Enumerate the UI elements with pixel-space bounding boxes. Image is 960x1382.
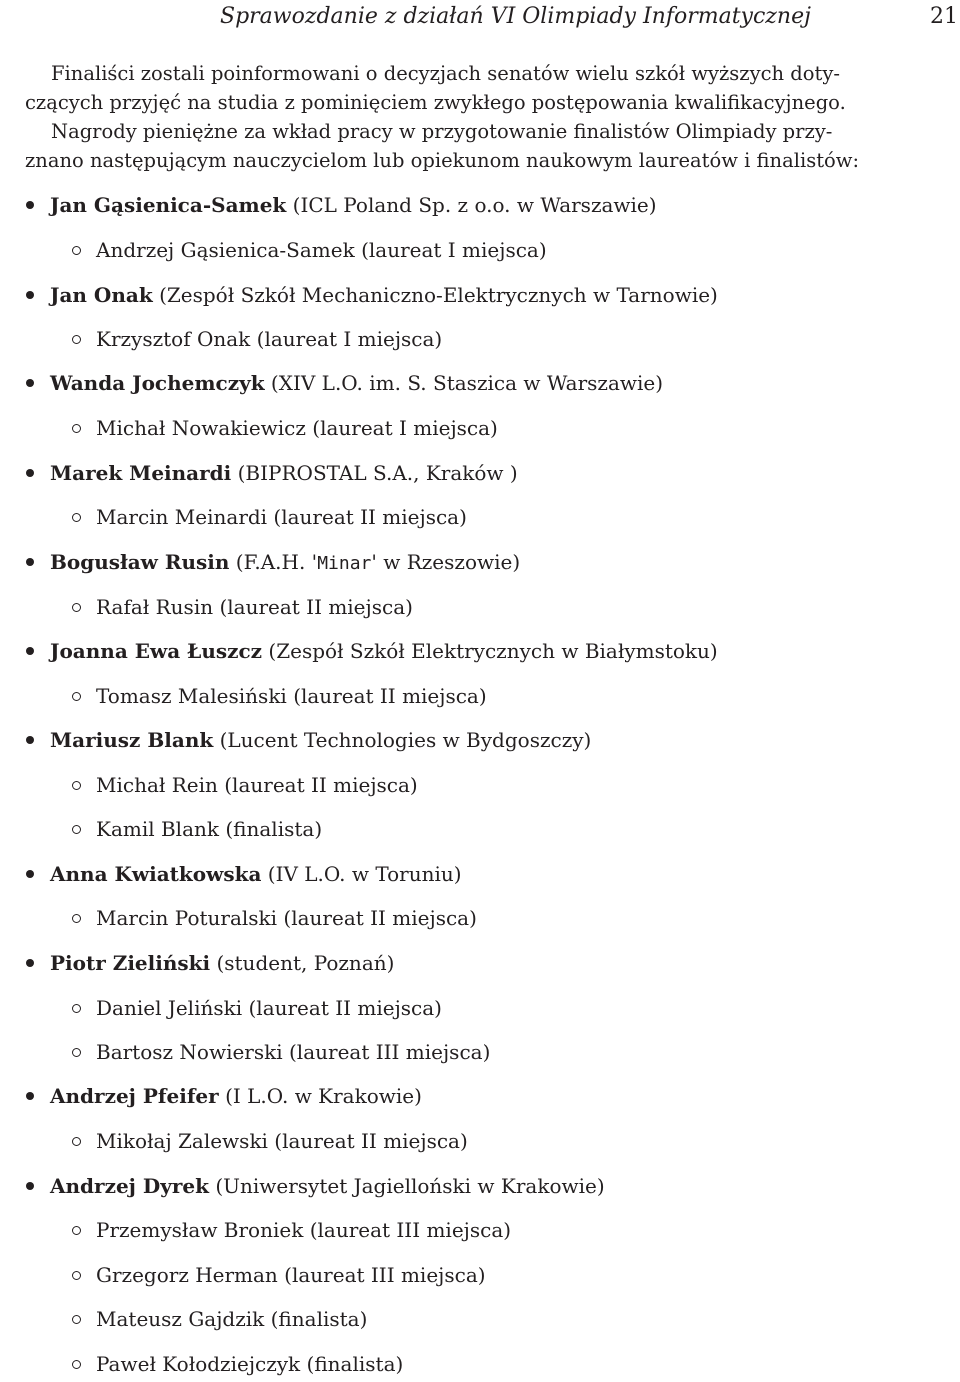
- teacher-name: Piotr Zieliński: [50, 951, 211, 975]
- teacher-institution-post: ' w Rzeszowie): [371, 550, 521, 574]
- student-text: Przemysław Broniek (laureat III miejsca): [96, 1218, 512, 1242]
- circle-bullet-icon: [72, 335, 81, 344]
- circle-bullet-icon: [72, 1048, 81, 1057]
- teacher-item: [26, 636, 718, 666]
- student-item: [72, 592, 413, 622]
- bullet-icon: [26, 647, 34, 655]
- student-text: Marcin Meinardi (laureat II miejsca): [96, 505, 467, 529]
- teacher-name: Anna Kwiatkowska: [50, 862, 262, 886]
- student-item: [72, 814, 322, 844]
- student-item: [72, 681, 487, 711]
- bullet-icon: [26, 291, 34, 299]
- circle-bullet-icon: [72, 1360, 81, 1369]
- teacher-item: [26, 1081, 422, 1111]
- circle-bullet-icon: [72, 1004, 81, 1013]
- bullet-icon: [26, 1092, 34, 1100]
- bullet-icon: [26, 1182, 34, 1190]
- running-title: Sprawozdanie z działań VI Olimpiady Informatycznej: [220, 4, 811, 29]
- circle-bullet-icon: [72, 246, 81, 255]
- student-text: Kamil Blank (finalista): [96, 817, 323, 841]
- student-text: Grzegorz Herman (laureat III miejsca): [96, 1263, 486, 1287]
- circle-bullet-icon: [72, 692, 81, 701]
- intro-paragraph-2: [25, 117, 940, 175]
- teacher-institution: (I L.O. w Krakowie): [225, 1084, 422, 1108]
- intro-line: znano następującym nauczycielom lub opiekunom naukowym laureatów i finalistów:: [25, 149, 860, 172]
- circle-bullet-icon: [72, 1226, 81, 1235]
- bullet-icon: [26, 870, 34, 878]
- student-item: [72, 1126, 468, 1156]
- student-text: Bartosz Nowierski (laureat III miejsca): [96, 1040, 491, 1064]
- student-text: Mateusz Gajdzik (finalista): [96, 1307, 368, 1331]
- teacher-item: [26, 859, 462, 889]
- student-item: [72, 413, 498, 443]
- teacher-item: [26, 458, 518, 488]
- student-text: Paweł Kołodziejczyk (finalista): [96, 1352, 404, 1376]
- teacher-name: Andrzej Dyrek: [50, 1174, 209, 1198]
- bullet-icon: [26, 736, 34, 744]
- student-item: [72, 502, 467, 532]
- teacher-item: [26, 1171, 605, 1201]
- teacher-name: Jan Onak: [50, 283, 153, 307]
- teacher-institution: (Zespół Szkół Elektrycznych w Białymstoku): [268, 639, 718, 663]
- student-text: Tomasz Malesiński (laureat II miejsca): [96, 684, 487, 708]
- student-item: [72, 1304, 367, 1334]
- teacher-name: Bogusław Rusin: [50, 550, 230, 574]
- bullet-icon: [26, 469, 34, 477]
- student-text: Michał Rein (laureat II miejsca): [96, 773, 418, 797]
- teacher-item: [26, 547, 520, 577]
- teacher-institution: (student, Poznań): [216, 951, 395, 975]
- circle-bullet-icon: [72, 603, 81, 612]
- student-text: Mikołaj Zalewski (laureat II miejsca): [96, 1129, 468, 1153]
- teacher-institution-mono: Minar: [317, 553, 372, 574]
- intro-line: Finaliści zostali poinformowani o decyzjach senatów wielu szkół wyższych doty-: [51, 62, 840, 85]
- student-text: Rafał Rusin (laureat II miejsca): [96, 595, 413, 619]
- student-text: Michał Nowakiewicz (laureat I miejsca): [96, 416, 498, 440]
- teacher-institution: (Zespół Szkół Mechaniczno-Elektrycznych w Tarnowie): [159, 283, 718, 307]
- student-item: [72, 770, 418, 800]
- student-item: [72, 1215, 511, 1245]
- running-header: [220, 0, 958, 34]
- intro-paragraph-1: [25, 59, 940, 117]
- circle-bullet-icon: [72, 1271, 81, 1280]
- teacher-name: Jan Gąsienica-Samek: [50, 193, 287, 217]
- teacher-item: [26, 725, 591, 755]
- teacher-item: [26, 948, 394, 978]
- teacher-item: [26, 280, 718, 310]
- student-item: [72, 1349, 403, 1379]
- student-text: Marcin Poturalski (laureat II miejsca): [96, 906, 477, 930]
- teacher-name: Andrzej Pfeifer: [50, 1084, 219, 1108]
- bullet-icon: [26, 201, 34, 209]
- teacher-name: Marek Meinardi: [50, 461, 232, 485]
- student-text: Krzysztof Onak (laureat I miejsca): [96, 327, 443, 351]
- teacher-institution: (ICL Poland Sp. z o.o. w Warszawie): [292, 193, 657, 217]
- student-item: [72, 235, 547, 265]
- teacher-institution: (BIPROSTAL S.A., Kraków ): [237, 461, 518, 485]
- student-text: Daniel Jeliński (laureat II miejsca): [96, 996, 442, 1020]
- teacher-institution: (IV L.O. w Toruniu): [267, 862, 462, 886]
- circle-bullet-icon: [72, 424, 81, 433]
- intro-line: Nagrody pieniężne za wkład pracy w przygotowanie finalistów Olimpiady przy-: [51, 120, 833, 143]
- teacher-institution: (Lucent Technologies w Bydgoszczy): [219, 728, 592, 752]
- intro-line: czących przyjęć na studia z pominięciem zwykłego postępowania kwalifikacyjnego.: [25, 91, 846, 114]
- teacher-item: [26, 368, 663, 398]
- circle-bullet-icon: [72, 1315, 81, 1324]
- bullet-icon: [26, 379, 34, 387]
- teacher-item: [26, 190, 657, 220]
- circle-bullet-icon: [72, 513, 81, 522]
- student-item: [72, 993, 442, 1023]
- teacher-name: Mariusz Blank: [50, 728, 214, 752]
- teacher-name: Joanna Ewa Łuszcz: [50, 639, 263, 663]
- circle-bullet-icon: [72, 781, 81, 790]
- student-text: Andrzej Gąsienica-Samek (laureat I miejsca): [96, 238, 547, 262]
- circle-bullet-icon: [72, 914, 81, 923]
- circle-bullet-icon: [72, 1137, 81, 1146]
- teacher-institution: (XIV L.O. im. S. Staszica w Warszawie): [270, 371, 664, 395]
- student-item: [72, 324, 442, 354]
- student-item: [72, 1037, 490, 1067]
- teacher-name: Wanda Jochemczyk: [50, 371, 265, 395]
- page-number: 21: [930, 4, 958, 29]
- bullet-icon: [26, 959, 34, 967]
- student-item: [72, 903, 477, 933]
- circle-bullet-icon: [72, 825, 81, 834]
- bullet-icon: [26, 558, 34, 566]
- student-item: [72, 1260, 486, 1290]
- teacher-institution: (Uniwersytet Jagielloński w Krakowie): [215, 1174, 605, 1198]
- teacher-institution-pre: (F.A.H. ': [235, 550, 318, 574]
